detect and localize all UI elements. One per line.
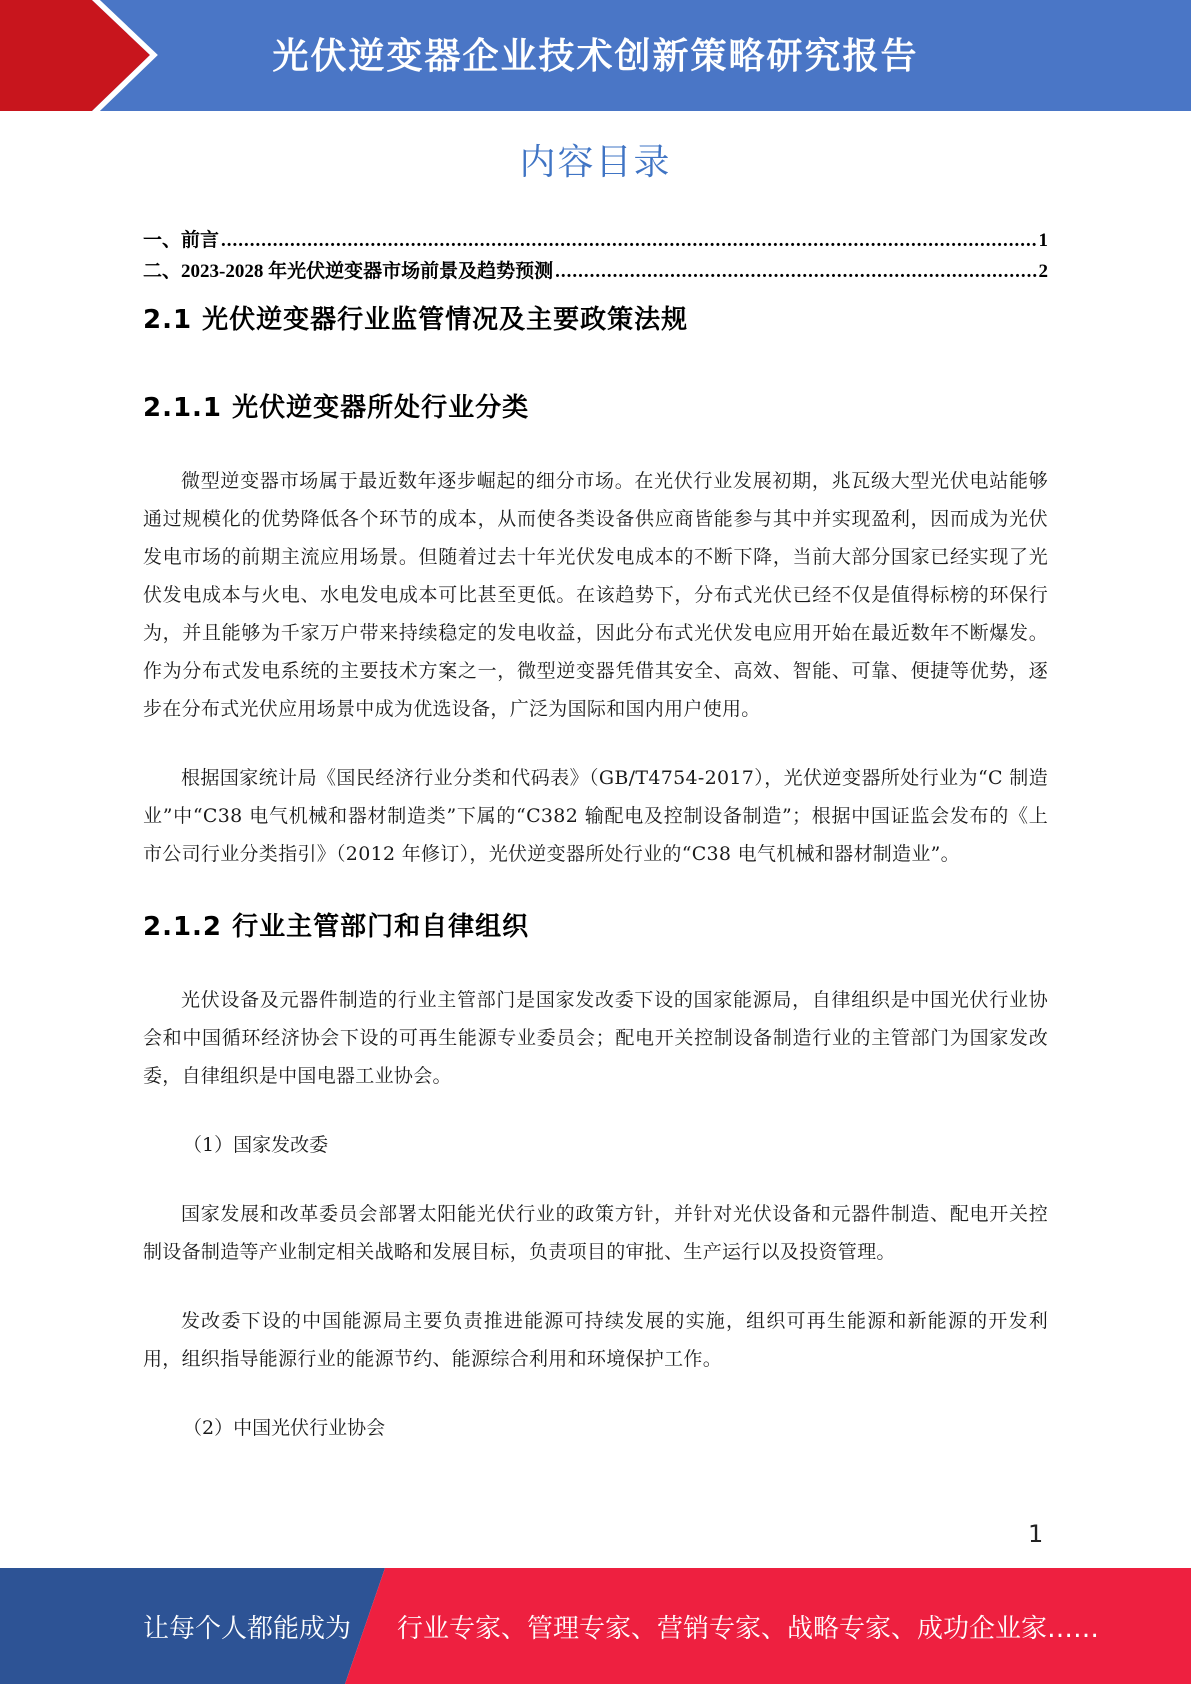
main-content: [143, 300, 1048, 1447]
footer-slogan-left: 让每个人都能成为: [143, 1614, 352, 1644]
page-number: 1: [1028, 1520, 1044, 1548]
toc-entry-page: 1: [1038, 230, 1048, 251]
toc-entry-label: 一、前言: [143, 230, 220, 251]
paragraph-energy-bureau-role: 发改委下设的中国能源局主要负责推进能源可持续发展的实施，组织可再生能源和新能源的开发利用，组织指导能源行业的能源节约、能源综合利用和环境保护工作。: [143, 1310, 1048, 1370]
toc-title: 内容目录: [519, 142, 672, 183]
toc-entry-page: 2: [1038, 261, 1048, 282]
toc-entry-market-forecast[interactable]: [143, 256, 1048, 287]
footer-banner: [0, 1568, 1191, 1684]
section-heading-2-1-2: 2.1.2 行业主管部门和自律组织: [143, 912, 530, 942]
toc-leader-dots: [221, 230, 1036, 252]
header-banner: [0, 0, 1191, 111]
paragraph-ndrc-role: 国家发展和改革委员会部署太阳能光伏行业的政策方针，并针对光伏设备和元器件制造、配电开关控制设备制造等产业制定相关战略和发展目标，负责项目的审批、生产运行以及投资管理。: [143, 1203, 1048, 1263]
toc-entry-label: 二、2023-2028 年光伏逆变器市场前景及趋势预测: [143, 261, 554, 282]
table-of-contents: [143, 225, 1048, 287]
subheading-ndrc: （1）国家发改委: [183, 1134, 329, 1156]
paragraph-industry-classification: 根据国家统计局《国民经济行业分类和代码表》（GB/T4754-2017），光伏逆变器所处行业为“C 制造业”中“C38 电气机械和器材制造类”下属的“C382 输配电及控制设备制造”；根据中国证监会发布的《上市公司行业分类指引》（2012 年修订），光伏逆变器所处行业的“C38 电气机械和器材制造业”。: [143, 767, 1048, 865]
paragraph-regulators-intro: 光伏设备及元器件制造的行业主管部门是国家发改委下设的国家能源局，自律组织是中国光伏行业协会和中国循环经济协会下设的可再生能源专业委员会；配电开关控制设备制造行业的主管部门为国家发改委，自律组织是中国电器工业协会。: [143, 989, 1048, 1087]
paragraph-micro-inverter-market: 微型逆变器市场属于最近数年逐步崛起的细分市场。在光伏行业发展初期，兆瓦级大型光伏电站能够通过规模化的优势降低各个环节的成本，从而使各类设备供应商皆能参与其中并实现盈利，因而成为光伏发电市场的前期主流应用场景。但随着过去十年光伏发电成本的不断下降，当前大部分国家已经实现了光伏发电成本与火电、水电发电成本可比甚至更低。在该趋势下，分布式光伏已经不仅是值得标榜的环保行为，并且能够为千家万户带来持续稳定的发电收益，因此分布式光伏发电应用开始在最近数年不断爆发。作为分布式发电系统的主要技术方案之一，微型逆变器凭借其安全、高效、智能、可靠、便捷等优势，逐步在分布式光伏应用场景中成为优选设备，广泛为国际和国内用户使用。: [143, 470, 1048, 720]
toc-leader-dots: [555, 261, 1036, 283]
report-title: 光伏逆变器企业技术创新策略研究报告: [272, 36, 919, 77]
subheading-pv-association: （2）中国光伏行业协会: [183, 1417, 386, 1439]
toc-entry-preface[interactable]: [143, 225, 1048, 256]
section-heading-2-1: 2.1 光伏逆变器行业监管情况及主要政策法规: [143, 305, 689, 335]
section-heading-2-1-1: 2.1.1 光伏逆变器所处行业分类: [143, 393, 530, 423]
footer-slogan-right: 行业专家、管理专家、营销专家、战略专家、成功企业家……: [397, 1614, 1100, 1644]
